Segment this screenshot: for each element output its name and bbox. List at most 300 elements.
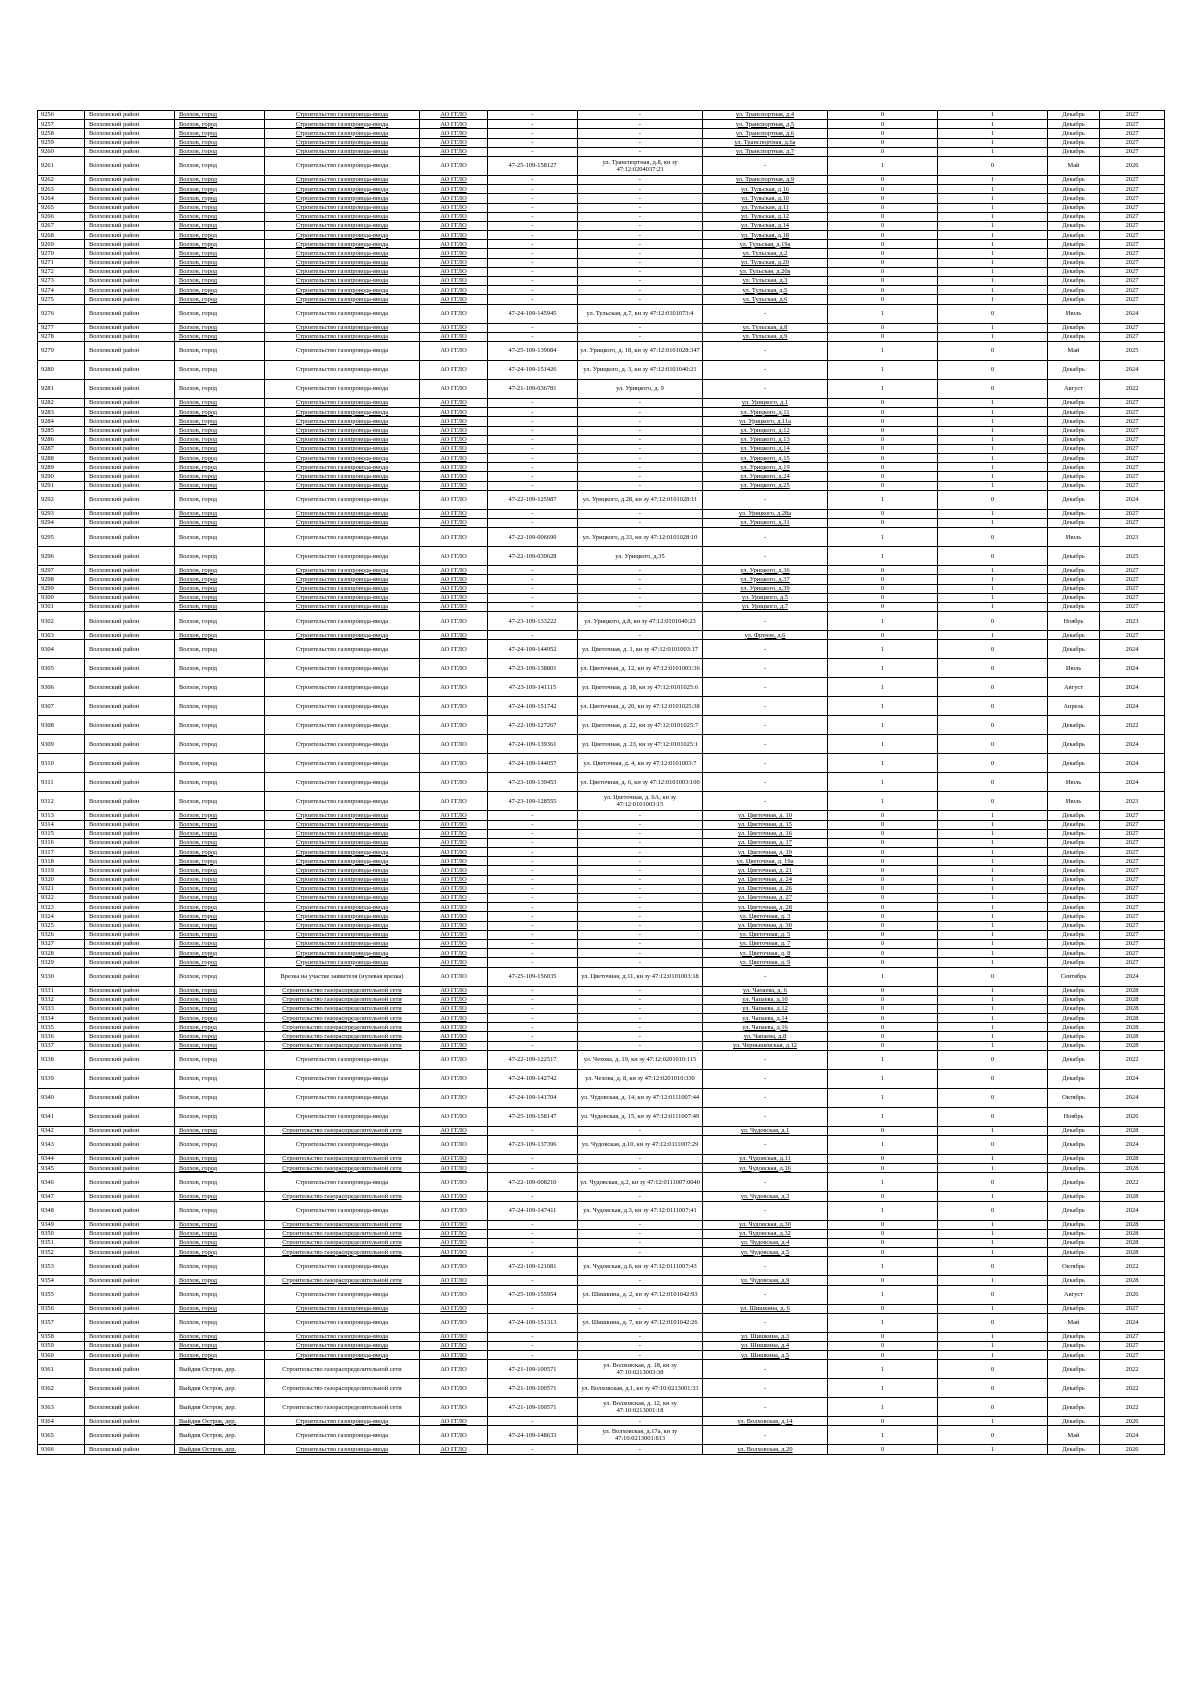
- table-row: [38, 1069, 1165, 1088]
- cell-count-b: 0: [938, 304, 1048, 323]
- cell-application-number: -: [488, 1276, 578, 1285]
- cell-settlement: Волхов, город: [175, 258, 265, 267]
- cell-year: 2026: [1100, 1107, 1165, 1126]
- cell-address-with-cadastral: -: [578, 939, 703, 948]
- cell-application-number: -: [488, 1238, 578, 1247]
- cell-address-with-cadastral: ул. Чудовская, д. 14, кн зу 47:12:0111007:44: [578, 1088, 703, 1107]
- table-row: [38, 811, 1165, 820]
- cell-address: ул. Тульская, д.19а: [703, 240, 828, 249]
- cell-organization: АО ГГЛО: [420, 697, 488, 716]
- cell-settlement: Волхов, город: [175, 304, 265, 323]
- cell-count-b: 0: [938, 1201, 1048, 1220]
- table-row: [38, 1220, 1165, 1229]
- cell-address-with-cadastral: -: [578, 185, 703, 194]
- cell-district: Волховский район: [85, 120, 175, 129]
- cell-count-a: 1: [828, 716, 938, 735]
- cell-row-number: 9362: [38, 1379, 85, 1398]
- cell-year: 2027: [1100, 147, 1165, 156]
- cell-row-number: 9340: [38, 1088, 85, 1107]
- cell-settlement: Волхов, город: [175, 958, 265, 967]
- cell-row-number: 9364: [38, 1417, 85, 1426]
- cell-row-number: 9279: [38, 341, 85, 360]
- cell-district: Волховский район: [85, 231, 175, 240]
- cell-organization: АО ГГЛО: [420, 360, 488, 379]
- cell-month: Декабрь: [1048, 360, 1100, 379]
- cell-address: -: [703, 1313, 828, 1332]
- cell-address: ул. Шишкина, д.4: [703, 1341, 828, 1350]
- cell-row-number: 9361: [38, 1360, 85, 1379]
- cell-organization: АО ГГЛО: [420, 408, 488, 417]
- cell-address-with-cadastral: ул. Цветочная, д. 20, кн зу 47:12:0101025:38: [578, 697, 703, 716]
- cell-count-b: 1: [938, 323, 1048, 332]
- cell-row-number: 9365: [38, 1426, 85, 1445]
- cell-settlement: Волхов, город: [175, 379, 265, 398]
- cell-year: 2027: [1100, 444, 1165, 453]
- cell-count-a: 1: [828, 697, 938, 716]
- cell-work-type: Строительство газопровода-ввода: [265, 304, 420, 323]
- table-row: [38, 829, 1165, 838]
- cell-count-a: 0: [828, 138, 938, 147]
- cell-address-with-cadastral: -: [578, 332, 703, 341]
- cell-work-type: Строительство газораспределительной сети: [265, 1164, 420, 1173]
- cell-month: Май: [1048, 341, 1100, 360]
- cell-address-with-cadastral: ул. Шишкина, д. 2, кн зу 47:12:0101042:93: [578, 1285, 703, 1304]
- table-row: [38, 120, 1165, 129]
- cell-address-with-cadastral: -: [578, 408, 703, 417]
- cell-count-b: 0: [938, 341, 1048, 360]
- cell-year: 2027: [1100, 472, 1165, 481]
- cell-count-a: 0: [828, 463, 938, 472]
- cell-organization: АО ГГЛО: [420, 194, 488, 203]
- cell-row-number: 9274: [38, 286, 85, 295]
- cell-application-number: 47-24-109-148633: [488, 1426, 578, 1445]
- cell-work-type: Строительство газопровода-ввода: [265, 240, 420, 249]
- table-row: [38, 995, 1165, 1004]
- cell-district: Волховский район: [85, 866, 175, 875]
- cell-month: Декабрь: [1048, 1173, 1100, 1192]
- cell-address-with-cadastral: ул. Урицкого, д.33, кн зу 47:12:0101028:10: [578, 528, 703, 547]
- cell-district: Волховский район: [85, 829, 175, 838]
- cell-address: ул. Чернышевская, д.12: [703, 1041, 828, 1050]
- cell-count-a: 0: [828, 820, 938, 829]
- cell-work-type: Строительство газопровода-ввода: [265, 203, 420, 212]
- cell-application-number: -: [488, 258, 578, 267]
- cell-count-b: 1: [938, 1238, 1048, 1247]
- cell-district: Волховский район: [85, 1069, 175, 1088]
- cell-organization: АО ГГЛО: [420, 921, 488, 930]
- cell-settlement: Волхов, город: [175, 921, 265, 930]
- table-row: [38, 490, 1165, 509]
- cell-application-number: -: [488, 1341, 578, 1350]
- cell-work-type: Строительство газопровода-ввода: [265, 360, 420, 379]
- cell-count-b: 1: [938, 129, 1048, 138]
- cell-settlement: Волхов, город: [175, 398, 265, 407]
- table-row: [38, 528, 1165, 547]
- cell-address-with-cadastral: -: [578, 811, 703, 820]
- table-row: [38, 1201, 1165, 1220]
- cell-month: Декабрь: [1048, 295, 1100, 304]
- cell-work-type: Строительство газопровода-ввода: [265, 408, 420, 417]
- cell-address-with-cadastral: ул. Чудовская, д. 15, кн зу 47:12:0111007:49: [578, 1107, 703, 1126]
- table-row: [38, 593, 1165, 602]
- cell-count-b: 1: [938, 995, 1048, 1004]
- cell-district: Волховский район: [85, 435, 175, 444]
- cell-month: Июль: [1048, 773, 1100, 792]
- cell-count-a: 1: [828, 792, 938, 811]
- cell-count-b: 1: [938, 267, 1048, 276]
- cell-application-number: -: [488, 1155, 578, 1164]
- cell-year: 2026: [1100, 1445, 1165, 1454]
- table-row: [38, 1426, 1165, 1445]
- cell-row-number: 9296: [38, 547, 85, 566]
- cell-application-number: -: [488, 472, 578, 481]
- cell-address: ул. Цветочная, д. 9: [703, 958, 828, 967]
- cell-application-number: 47-24-109-151426: [488, 360, 578, 379]
- cell-month: Декабрь: [1048, 1004, 1100, 1013]
- cell-organization: АО ГГЛО: [420, 631, 488, 640]
- cell-district: Волховский район: [85, 138, 175, 147]
- cell-row-number: 9272: [38, 267, 85, 276]
- cell-row-number: 9257: [38, 120, 85, 129]
- cell-organization: АО ГГЛО: [420, 986, 488, 995]
- cell-organization: АО ГГЛО: [420, 231, 488, 240]
- cell-count-a: 0: [828, 1229, 938, 1238]
- cell-count-a: 1: [828, 1313, 938, 1332]
- cell-district: Волховский район: [85, 602, 175, 611]
- cell-application-number: -: [488, 1041, 578, 1050]
- cell-address: -: [703, 967, 828, 986]
- cell-district: Волховский район: [85, 379, 175, 398]
- cell-month: Декабрь: [1048, 1032, 1100, 1041]
- cell-count-a: 0: [828, 811, 938, 820]
- cell-application-number: -: [488, 986, 578, 995]
- cell-row-number: 9290: [38, 472, 85, 481]
- cell-year: 2024: [1100, 1069, 1165, 1088]
- cell-application-number: -: [488, 1351, 578, 1360]
- cell-organization: АО ГГЛО: [420, 894, 488, 903]
- cell-address: -: [703, 360, 828, 379]
- cell-count-a: 0: [828, 1023, 938, 1032]
- cell-district: Волховский район: [85, 1041, 175, 1050]
- cell-address-with-cadastral: ул. Цветочная, д. 12, кн зу 47:12:0101003:36: [578, 659, 703, 678]
- cell-application-number: -: [488, 426, 578, 435]
- cell-count-a: 1: [828, 304, 938, 323]
- cell-count-a: 0: [828, 1417, 938, 1426]
- cell-count-a: 1: [828, 1173, 938, 1192]
- table-row: [38, 1276, 1165, 1285]
- cell-settlement: Выйдия Остров, дер.: [175, 1379, 265, 1398]
- table-row: [38, 697, 1165, 716]
- cell-row-number: 9322: [38, 894, 85, 903]
- cell-year: 2027: [1100, 286, 1165, 295]
- cell-district: Волховский район: [85, 884, 175, 893]
- cell-count-b: 1: [938, 332, 1048, 341]
- cell-address: ул. Чудовская, д.4: [703, 1238, 828, 1247]
- table-row: [38, 185, 1165, 194]
- cell-organization: АО ГГЛО: [420, 930, 488, 939]
- cell-settlement: Волхов, город: [175, 811, 265, 820]
- cell-settlement: Волхов, город: [175, 129, 265, 138]
- table-row: [38, 323, 1165, 332]
- cell-work-type: Строительство газораспределительной сети: [265, 1041, 420, 1050]
- cell-settlement: Волхов, город: [175, 640, 265, 659]
- cell-count-b: 1: [938, 1192, 1048, 1201]
- cell-address: -: [703, 754, 828, 773]
- cell-count-b: 1: [938, 221, 1048, 230]
- cell-year: 2027: [1100, 221, 1165, 230]
- cell-row-number: 9258: [38, 129, 85, 138]
- cell-address-with-cadastral: ул. Урицкого, д. 9: [578, 379, 703, 398]
- cell-row-number: 9297: [38, 566, 85, 575]
- cell-count-b: 1: [938, 426, 1048, 435]
- cell-address: -: [703, 678, 828, 697]
- cell-month: Ноябрь: [1048, 612, 1100, 631]
- cell-settlement: Волхов, город: [175, 147, 265, 156]
- table-row: [38, 930, 1165, 939]
- cell-count-b: 1: [938, 435, 1048, 444]
- cell-year: 2028: [1100, 1126, 1165, 1135]
- cell-address: ул. Чудовская, д.5: [703, 1248, 828, 1257]
- cell-organization: АО ГГЛО: [420, 472, 488, 481]
- cell-year: 2027: [1100, 602, 1165, 611]
- cell-settlement: Волхов, город: [175, 194, 265, 203]
- cell-address-with-cadastral: ул. Волховская, д.1, кн зу 47:10:0213001:33: [578, 1379, 703, 1398]
- cell-count-a: 0: [828, 332, 938, 341]
- cell-address: ул. Цветочная, д. 24: [703, 875, 828, 884]
- cell-work-type: Строительство газопровода-ввода: [265, 754, 420, 773]
- cell-month: Декабрь: [1048, 903, 1100, 912]
- table-row: [38, 519, 1165, 528]
- cell-district: Волховский район: [85, 426, 175, 435]
- cell-settlement: Выйдия Остров, дер.: [175, 1417, 265, 1426]
- cell-address: ул. Тульская, д.10: [703, 194, 828, 203]
- cell-application-number: -: [488, 930, 578, 939]
- cell-address-with-cadastral: -: [578, 1417, 703, 1426]
- cell-row-number: 9304: [38, 640, 85, 659]
- cell-year: 2027: [1100, 194, 1165, 203]
- cell-organization: АО ГГЛО: [420, 1023, 488, 1032]
- cell-address-with-cadastral: -: [578, 930, 703, 939]
- cell-row-number: 9337: [38, 1041, 85, 1050]
- cell-address: ул. Чапаева, д.14: [703, 1014, 828, 1023]
- cell-row-number: 9262: [38, 175, 85, 184]
- cell-organization: АО ГГЛО: [420, 1173, 488, 1192]
- cell-count-a: 1: [828, 735, 938, 754]
- cell-application-number: -: [488, 481, 578, 490]
- cell-application-number: 47-23-109-128555: [488, 792, 578, 811]
- cell-count-b: 1: [938, 921, 1048, 930]
- cell-application-number: -: [488, 921, 578, 930]
- cell-work-type: Строительство газораспределительной сети: [265, 1032, 420, 1041]
- cell-settlement: Волхов, город: [175, 773, 265, 792]
- cell-work-type: Строительство газопровода-ввода: [265, 398, 420, 407]
- cell-address-with-cadastral: -: [578, 1304, 703, 1313]
- cell-address: -: [703, 612, 828, 631]
- cell-address: ул. Тульская, д.6: [703, 295, 828, 304]
- cell-district: Волховский район: [85, 848, 175, 857]
- cell-row-number: 9358: [38, 1332, 85, 1341]
- cell-address-with-cadastral: -: [578, 175, 703, 184]
- cell-application-number: 47-21-109-036781: [488, 379, 578, 398]
- cell-count-b: 1: [938, 949, 1048, 958]
- cell-count-a: 0: [828, 949, 938, 958]
- cell-work-type: Строительство газопровода-ввода: [265, 575, 420, 584]
- cell-address-with-cadastral: ул. Чудовская, д.10, кн зу 47:12:0111007:29: [578, 1136, 703, 1155]
- cell-organization: АО ГГЛО: [420, 295, 488, 304]
- cell-count-a: 0: [828, 194, 938, 203]
- cell-address: -: [703, 697, 828, 716]
- table-row: [38, 939, 1165, 948]
- cell-organization: АО ГГЛО: [420, 417, 488, 426]
- cell-year: 2027: [1100, 519, 1165, 528]
- cell-count-b: 1: [938, 584, 1048, 593]
- cell-organization: АО ГГЛО: [420, 566, 488, 575]
- cell-settlement: Волхов, город: [175, 659, 265, 678]
- cell-address: -: [703, 735, 828, 754]
- cell-month: Декабрь: [1048, 1341, 1100, 1350]
- cell-month: Апрель: [1048, 697, 1100, 716]
- cell-district: Волховский район: [85, 697, 175, 716]
- cell-application-number: -: [488, 995, 578, 1004]
- cell-month: Август: [1048, 379, 1100, 398]
- cell-settlement: Волхов, город: [175, 519, 265, 528]
- cell-month: Декабрь: [1048, 1050, 1100, 1069]
- cell-address-with-cadastral: -: [578, 848, 703, 857]
- cell-address-with-cadastral: -: [578, 231, 703, 240]
- cell-count-a: 1: [828, 360, 938, 379]
- cell-work-type: Строительство газораспределительной сети: [265, 1220, 420, 1229]
- cell-year: 2027: [1100, 811, 1165, 820]
- cell-address-with-cadastral: -: [578, 1445, 703, 1454]
- cell-address: ул. Чапаева, д.16: [703, 1023, 828, 1032]
- cell-settlement: Волхов, город: [175, 792, 265, 811]
- cell-count-b: 0: [938, 1426, 1048, 1445]
- cell-count-b: 0: [938, 360, 1048, 379]
- cell-settlement: Волхов, город: [175, 1023, 265, 1032]
- cell-row-number: 9285: [38, 426, 85, 435]
- cell-count-b: 1: [938, 884, 1048, 893]
- table-row: [38, 1445, 1165, 1454]
- cell-count-b: 0: [938, 1313, 1048, 1332]
- table-row: [38, 547, 1165, 566]
- cell-row-number: 9346: [38, 1173, 85, 1192]
- cell-settlement: Волхов, город: [175, 930, 265, 939]
- cell-application-number: -: [488, 884, 578, 893]
- cell-row-number: 9350: [38, 1229, 85, 1238]
- cell-year: 2027: [1100, 417, 1165, 426]
- cell-row-number: 9300: [38, 593, 85, 602]
- cell-address: ул. Урицкого, д.19: [703, 463, 828, 472]
- cell-organization: АО ГГЛО: [420, 221, 488, 230]
- cell-address: ул. Тульская, д.18: [703, 231, 828, 240]
- cell-settlement: Волхов, город: [175, 444, 265, 453]
- cell-address-with-cadastral: ул. Цветочная, д. 22, кн зу 47:12:0101025:7: [578, 716, 703, 735]
- cell-count-a: 0: [828, 584, 938, 593]
- cell-work-type: Строительство газораспределительной сети: [265, 1248, 420, 1257]
- cell-count-b: 1: [938, 1351, 1048, 1360]
- cell-application-number: -: [488, 240, 578, 249]
- cell-organization: АО ГГЛО: [420, 1285, 488, 1304]
- table-row: [38, 472, 1165, 481]
- cell-organization: АО ГГЛО: [420, 1341, 488, 1350]
- cell-count-a: 1: [828, 547, 938, 566]
- cell-count-a: 0: [828, 930, 938, 939]
- cell-district: Волховский район: [85, 1276, 175, 1285]
- cell-organization: АО ГГЛО: [420, 111, 488, 120]
- cell-address: ул. Транспортная, д.6: [703, 129, 828, 138]
- cell-address: -: [703, 1360, 828, 1379]
- cell-count-b: 0: [938, 678, 1048, 697]
- cell-district: Волховский район: [85, 175, 175, 184]
- cell-count-b: 1: [938, 185, 1048, 194]
- table-row: [38, 1351, 1165, 1360]
- cell-month: Декабрь: [1048, 1023, 1100, 1032]
- cell-application-number: 47-21-109-100571: [488, 1379, 578, 1398]
- cell-organization: АО ГГЛО: [420, 1229, 488, 1238]
- cell-settlement: Волхов, город: [175, 267, 265, 276]
- cell-year: 2024: [1100, 640, 1165, 659]
- table-row: [38, 1238, 1165, 1247]
- cell-month: Декабрь: [1048, 481, 1100, 490]
- cell-settlement: Волхов, город: [175, 1004, 265, 1013]
- cell-settlement: Волхов, город: [175, 454, 265, 463]
- cell-district: Волховский район: [85, 612, 175, 631]
- table-row: [38, 129, 1165, 138]
- cell-work-type: Строительство газопровода-ввода: [265, 716, 420, 735]
- cell-work-type: Строительство газопровода-ввода: [265, 593, 420, 602]
- cell-year: 2022: [1100, 379, 1165, 398]
- cell-count-b: 1: [938, 203, 1048, 212]
- cell-year: 2027: [1100, 267, 1165, 276]
- cell-district: Волховский район: [85, 1107, 175, 1126]
- cell-count-b: 0: [938, 1285, 1048, 1304]
- cell-organization: АО ГГЛО: [420, 838, 488, 847]
- cell-month: Декабрь: [1048, 1014, 1100, 1023]
- cell-settlement: Волхов, город: [175, 509, 265, 518]
- cell-application-number: -: [488, 175, 578, 184]
- cell-row-number: 9325: [38, 921, 85, 930]
- cell-month: Декабрь: [1048, 221, 1100, 230]
- cell-address-with-cadastral: -: [578, 986, 703, 995]
- cell-settlement: Волхов, город: [175, 894, 265, 903]
- cell-address: -: [703, 1201, 828, 1220]
- cell-address-with-cadastral: -: [578, 1248, 703, 1257]
- cell-year: 2024: [1100, 967, 1165, 986]
- cell-month: Декабрь: [1048, 1417, 1100, 1426]
- cell-year: 2027: [1100, 398, 1165, 407]
- cell-month: Декабрь: [1048, 640, 1100, 659]
- cell-application-number: -: [488, 1004, 578, 1013]
- cell-year: 2027: [1100, 1341, 1165, 1350]
- cell-count-a: 0: [828, 1032, 938, 1041]
- cell-application-number: -: [488, 949, 578, 958]
- cell-address: ул. Урицкого, д.31: [703, 519, 828, 528]
- cell-address-with-cadastral: -: [578, 631, 703, 640]
- cell-year: 2026: [1100, 1285, 1165, 1304]
- cell-year: 2027: [1100, 584, 1165, 593]
- cell-settlement: Волхов, город: [175, 481, 265, 490]
- table-row: [38, 958, 1165, 967]
- cell-row-number: 9306: [38, 678, 85, 697]
- cell-month: Декабрь: [1048, 332, 1100, 341]
- cell-month: Декабрь: [1048, 875, 1100, 884]
- cell-count-b: 0: [938, 1398, 1048, 1417]
- cell-settlement: Волхов, город: [175, 884, 265, 893]
- cell-settlement: Волхов, город: [175, 490, 265, 509]
- cell-district: Волховский район: [85, 332, 175, 341]
- cell-work-type: Строительство газопровода-ввода: [265, 1257, 420, 1276]
- cell-application-number: -: [488, 463, 578, 472]
